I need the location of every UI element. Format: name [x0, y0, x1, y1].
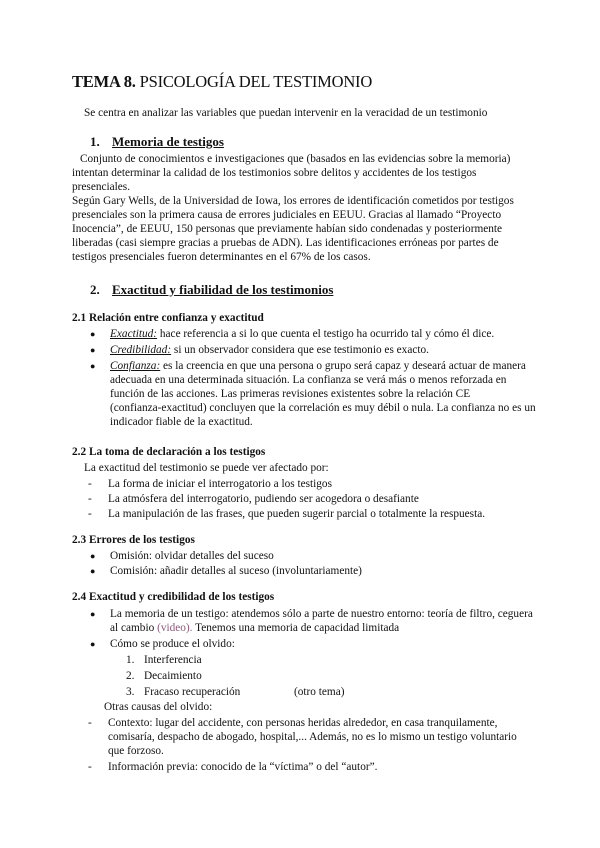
list-item: [90, 343, 429, 357]
definition-line: adecuada en una determinada situación. La confianza se verá más o menos reforzada en: [110, 374, 507, 386]
text: al cambio: [110, 622, 158, 634]
list-item: [90, 359, 526, 373]
subsection-2-1-heading: 2.1 Relación entre confianza y exactitud: [72, 312, 264, 324]
video-link[interactable]: (video).: [157, 622, 193, 634]
title-text: PSICOLOGÍA DEL TESTIMONIO: [135, 72, 373, 91]
list-item-text: La memoria de un testigo: atendemos sólo a parte de nuestro entorno: teoría de filtro, ceguera: [110, 608, 533, 620]
item-number: 2.: [126, 670, 135, 682]
list-item-text: La forma de iniciar el interrogatorio a los testigos: [108, 478, 332, 490]
list-item: [88, 492, 419, 506]
term: Credibilidad:: [110, 344, 172, 356]
bullet-icon: ●: [90, 329, 96, 339]
list-item-text: Contexto: lugar del accidente, con personas heridas alrededor, en casa tranquilamente,: [108, 717, 498, 729]
dash-icon: -: [88, 493, 92, 505]
definition: hace referencia a si lo que cuenta el testigo ha ocurrido tal y cómo él dice.: [157, 328, 495, 340]
dash-icon: -: [88, 508, 92, 520]
dash-icon: -: [88, 761, 92, 773]
bullet-icon: ●: [90, 551, 96, 561]
numbered-item: [126, 685, 240, 699]
title-number: TEMA 8.: [72, 72, 136, 91]
list-item-text: Omisión: olvidar detalles del suceso: [110, 550, 274, 562]
other-causes-label: Otras causas del olvido:: [104, 701, 213, 713]
definition-line: (confianza-exactitud) concluyen que la correlación es muy débil o nula. La confianza no es un: [110, 402, 536, 414]
subsection-intro: La exactitud del testimonio se puede ver afectado por:: [84, 462, 329, 474]
list-item: [90, 549, 274, 563]
s1-line: presenciales.: [72, 181, 131, 193]
list-item: [90, 607, 533, 621]
page-title: [72, 72, 372, 92]
list-item: [88, 507, 486, 521]
item-text: Fracaso recuperación: [144, 686, 241, 698]
item-number: 3.: [126, 686, 135, 698]
list-item-text: Cómo se produce el olvido:: [110, 638, 235, 650]
item-number: 1.: [126, 654, 135, 666]
list-item: [90, 327, 495, 341]
intro-text: Se centra en analizar las variables que puedan intervenir en la veracidad de un testimonio: [84, 107, 488, 119]
section-1-title: Memoria de testigos: [112, 134, 224, 149]
section-1-number: 1.: [90, 134, 100, 149]
section-2-heading: [90, 282, 333, 298]
section-1-heading: [90, 134, 224, 150]
bullet-icon: ●: [90, 566, 96, 576]
text: Tenemos una memoria de capacidad limitada: [192, 622, 400, 634]
list-item-continuation: comisaría, despacho de abogado, hospital,... Además, no es lo mismo un testigo voluntario: [108, 731, 517, 743]
list-item-text: Comisión: añadir detalles al suceso (involuntariamente): [110, 565, 362, 577]
dash-icon: -: [88, 478, 92, 490]
numbered-item: [126, 653, 202, 667]
bullet-icon: ●: [90, 361, 96, 371]
list-item-continuation: que forzoso.: [108, 745, 164, 757]
numbered-item: [126, 669, 202, 683]
dash-icon: -: [88, 717, 92, 729]
subsection-2-2-heading: 2.2 La toma de declaración a los testigos: [72, 446, 266, 458]
bullet-icon: ●: [90, 639, 96, 649]
bullet-icon: ●: [90, 609, 96, 619]
list-item: [88, 716, 498, 730]
section-2-number: 2.: [90, 282, 100, 297]
s1-line: liberadas (casi siempre gracias a pruebas de ADN). Las identificaciones erróneas por partes de: [72, 237, 499, 249]
term: Confianza:: [110, 360, 161, 372]
s1-line: Conjunto de conocimientos e investigaciones que (basados en las evidencias sobre la memoria): [80, 153, 511, 165]
s1-line: testigos presenciales fueron determinantes en el 67% de los casos.: [72, 251, 371, 263]
list-item: [90, 564, 362, 578]
definition-line: función de las acciones. Las primeras revisiones existentes sobre la relación CE: [110, 388, 471, 400]
list-item-text: La atmósfera del interrogatorio, pudiendo ser acogedora o desafiante: [108, 493, 419, 505]
definition-line: indicador fiable de la exactitud.: [110, 416, 253, 428]
definition: es la creencia en que una persona o grupo será capaz y deseará actuar de manera: [160, 360, 526, 372]
list-item: [88, 477, 332, 491]
bullet-icon: ●: [90, 345, 96, 355]
subsection-2-4-heading: 2.4 Exactitud y credibilidad de los testigos: [72, 591, 275, 603]
subsection-2-3-heading: 2.3 Errores de los testigos: [72, 534, 195, 546]
s1-line: intentan determinar la calidad de los testimonios sobre delitos y accidentes de los testigos: [72, 167, 477, 179]
side-note: (otro tema): [294, 686, 345, 698]
list-item: [88, 760, 378, 774]
s1-line: Según Gary Wells, de la Universidad de Iowa, los errores de identificación cometidos por testigos: [72, 195, 514, 207]
list-item-continuation: [110, 621, 399, 635]
s1-line: presenciales son la primera causa de errores judiciales en EEUU. Gracias al llamado “Proyecto: [72, 209, 502, 221]
s1-line: Inocencia”, de EEUU, 150 personas que previamente habían sido condenadas y posteriormente: [72, 223, 503, 235]
section-2-title: Exactitud y fiabilidad de los testimonios: [112, 282, 334, 297]
term: Exactitud:: [110, 328, 158, 340]
list-item-text: Información previa: conocido de la “víctima” o del “autor”.: [108, 761, 378, 773]
list-item-text: La manipulación de las frases, que pueden sugerir parcial o totalmente la respuesta.: [108, 508, 486, 520]
item-text: Interferencia: [144, 654, 202, 666]
item-text: Decaimiento: [144, 670, 202, 682]
definition: si un observador considera que ese testimonio es exacto.: [171, 344, 429, 356]
list-item: [90, 637, 235, 651]
